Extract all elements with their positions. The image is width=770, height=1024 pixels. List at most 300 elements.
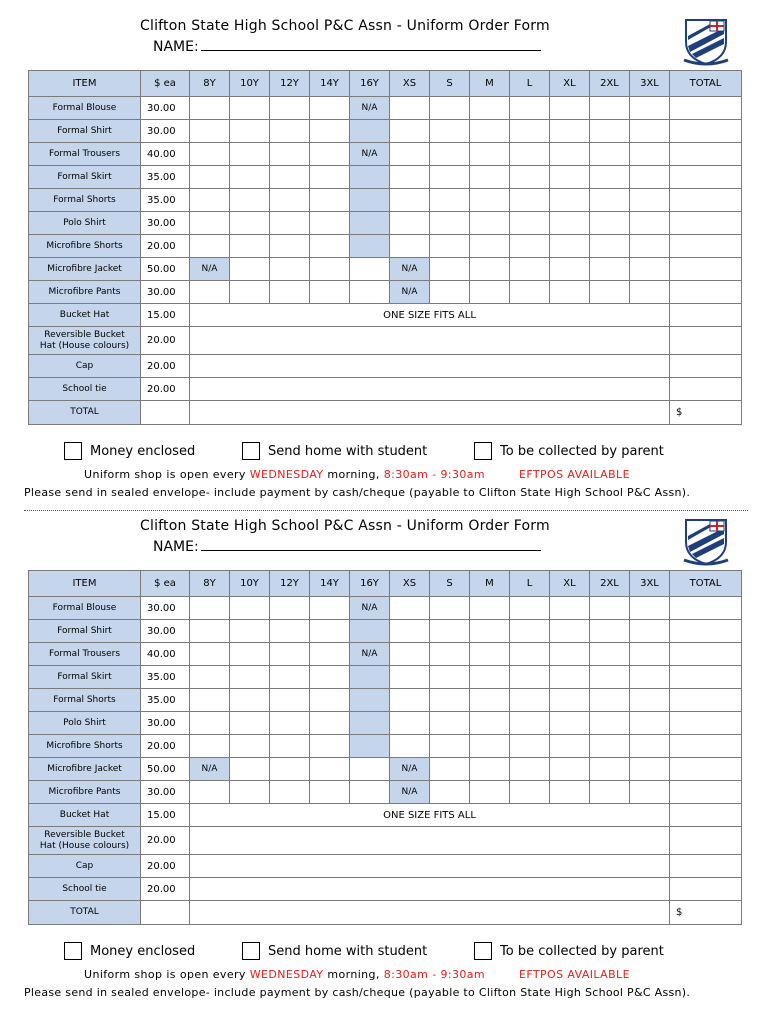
qty-cell[interactable] <box>350 212 390 235</box>
qty-cell[interactable] <box>270 166 310 189</box>
qty-cell[interactable] <box>430 712 470 735</box>
money-enclosed-checkbox[interactable] <box>64 442 195 460</box>
qty-cell[interactable] <box>550 258 590 281</box>
qty-cell[interactable] <box>230 620 270 643</box>
qty-cell[interactable] <box>190 666 230 689</box>
qty-cell[interactable] <box>230 97 270 120</box>
qty-cell[interactable] <box>190 235 230 258</box>
qty-cell[interactable] <box>350 235 390 258</box>
qty-cell[interactable] <box>270 620 310 643</box>
qty-cell[interactable] <box>270 666 310 689</box>
header-xl: XL <box>550 571 590 597</box>
qty-cell[interactable] <box>510 620 550 643</box>
table-row <box>29 143 742 166</box>
row-total-cell[interactable] <box>670 143 742 166</box>
qty-cell[interactable] <box>510 120 550 143</box>
row-total-cell[interactable] <box>670 235 742 258</box>
qty-cell[interactable] <box>630 620 670 643</box>
qty-cell[interactable] <box>310 189 350 212</box>
qty-cell[interactable] <box>310 620 350 643</box>
grand-total-cell[interactable]: $ <box>670 401 742 425</box>
qty-cell[interactable] <box>230 666 270 689</box>
row-total-cell[interactable] <box>670 597 742 620</box>
qty-cell[interactable] <box>590 712 630 735</box>
qty-cell[interactable] <box>510 758 550 781</box>
qty-cell[interactable] <box>190 97 230 120</box>
qty-cell[interactable] <box>190 620 230 643</box>
qty-cell[interactable] <box>190 281 230 304</box>
qty-cell[interactable] <box>590 166 630 189</box>
qty-cell[interactable] <box>630 235 670 258</box>
qty-cell[interactable] <box>270 212 310 235</box>
header-10y: 10Y <box>230 571 270 597</box>
qty-cell[interactable] <box>310 666 350 689</box>
item-cell: Microfibre Pants <box>29 281 141 304</box>
one-size-note[interactable]: ONE SIZE FITS ALL <box>190 304 670 327</box>
qty-cell[interactable] <box>390 189 430 212</box>
qty-cell[interactable] <box>590 212 630 235</box>
qty-cell[interactable] <box>190 878 670 901</box>
qty-cell[interactable] <box>310 166 350 189</box>
qty-cell[interactable] <box>470 666 510 689</box>
qty-cell[interactable] <box>470 712 510 735</box>
qty-cell[interactable] <box>270 281 310 304</box>
total-blank <box>141 901 190 925</box>
qty-cell[interactable] <box>430 212 470 235</box>
header-item: ITEM <box>29 71 141 97</box>
qty-cell[interactable] <box>430 620 470 643</box>
qty-cell[interactable] <box>350 120 390 143</box>
total-row <box>29 401 742 425</box>
qty-cell[interactable] <box>350 189 390 212</box>
qty-cell[interactable] <box>430 597 470 620</box>
qty-cell[interactable] <box>230 143 270 166</box>
qty-cell[interactable] <box>310 212 350 235</box>
checkbox-box[interactable] <box>64 442 82 460</box>
qty-cell[interactable] <box>310 281 350 304</box>
qty-cell[interactable] <box>630 97 670 120</box>
header-price: $ ea <box>141 71 190 97</box>
checkbox-box[interactable] <box>474 942 492 960</box>
price-cell: 30.00 <box>141 212 190 235</box>
header-14y: 14Y <box>310 71 350 97</box>
qty-cell[interactable] <box>630 666 670 689</box>
qty-cell[interactable] <box>270 189 310 212</box>
row-total-cell[interactable] <box>670 355 742 378</box>
total-blank <box>141 401 190 425</box>
qty-cell[interactable] <box>270 689 310 712</box>
header-item: ITEM <box>29 571 141 597</box>
qty-cell[interactable] <box>630 212 670 235</box>
grand-total-cell[interactable]: $ <box>670 901 742 925</box>
qty-cell[interactable] <box>390 620 430 643</box>
send-home-checkbox[interactable] <box>242 942 427 960</box>
qty-cell[interactable] <box>230 235 270 258</box>
qty-cell[interactable] <box>550 235 590 258</box>
qty-cell[interactable] <box>350 735 390 758</box>
item-cell: Cap <box>29 355 141 378</box>
qty-cell[interactable] <box>310 235 350 258</box>
qty-cell[interactable] <box>630 781 670 804</box>
qty-cell[interactable] <box>630 166 670 189</box>
qty-cell[interactable] <box>190 735 230 758</box>
qty-cell[interactable] <box>590 97 630 120</box>
table-row <box>29 643 742 666</box>
qty-cell[interactable] <box>470 643 510 666</box>
qty-cell[interactable] <box>270 120 310 143</box>
qty-cell[interactable] <box>310 712 350 735</box>
qty-cell[interactable] <box>510 235 550 258</box>
table-row <box>29 355 742 378</box>
qty-cell[interactable] <box>390 597 430 620</box>
form-title: Clifton State High School P&C Assn - Uniform Order Form <box>140 518 550 534</box>
qty-cell[interactable] <box>390 120 430 143</box>
item-cell: Formal Shorts <box>29 189 141 212</box>
shop-time: 8:30am - 9:30am <box>383 468 486 481</box>
qty-cell[interactable] <box>510 735 550 758</box>
qty-cell[interactable] <box>550 281 590 304</box>
qty-cell[interactable] <box>350 689 390 712</box>
qty-cell[interactable] <box>390 666 430 689</box>
qty-cell[interactable] <box>230 712 270 735</box>
qty-cell[interactable] <box>470 758 510 781</box>
qty-cell[interactable] <box>430 281 470 304</box>
row-total-cell[interactable] <box>670 804 742 827</box>
qty-cell[interactable] <box>470 212 510 235</box>
qty-cell[interactable] <box>630 689 670 712</box>
qty-cell[interactable] <box>430 643 470 666</box>
price-cell: 20.00 <box>141 878 190 901</box>
qty-cell[interactable] <box>230 758 270 781</box>
qty-cell[interactable] <box>550 620 590 643</box>
qty-cell[interactable] <box>590 143 630 166</box>
qty-cell[interactable] <box>230 781 270 804</box>
qty-cell[interactable] <box>430 781 470 804</box>
row-total-cell[interactable] <box>670 327 742 355</box>
qty-cell[interactable] <box>430 143 470 166</box>
qty-cell[interactable] <box>230 120 270 143</box>
qty-cell[interactable] <box>430 189 470 212</box>
qty-cell[interactable] <box>470 735 510 758</box>
qty-cell[interactable] <box>510 781 550 804</box>
qty-cell[interactable] <box>550 597 590 620</box>
qty-cell[interactable] <box>510 689 550 712</box>
qty-cell[interactable] <box>270 258 310 281</box>
money-enclosed-checkbox[interactable] <box>64 942 195 960</box>
qty-cell[interactable] <box>310 143 350 166</box>
qty-cell[interactable] <box>390 143 430 166</box>
qty-cell[interactable] <box>350 166 390 189</box>
item-line-1: Reversible Bucket <box>44 829 125 840</box>
collected-by-parent-checkbox[interactable] <box>474 942 664 960</box>
qty-cell[interactable] <box>470 97 510 120</box>
qty-cell[interactable] <box>310 689 350 712</box>
qty-cell[interactable] <box>590 620 630 643</box>
qty-cell[interactable] <box>390 735 430 758</box>
qty-cell[interactable] <box>550 712 590 735</box>
table-row <box>29 378 742 401</box>
qty-cell[interactable] <box>550 166 590 189</box>
qty-cell[interactable] <box>190 143 230 166</box>
school-crest-icon <box>680 516 732 566</box>
qty-cell[interactable] <box>350 281 390 304</box>
qty-cell[interactable] <box>190 327 670 355</box>
qty-cell[interactable] <box>590 735 630 758</box>
qty-cell[interactable] <box>270 781 310 804</box>
qty-cell[interactable] <box>510 143 550 166</box>
qty-cell[interactable] <box>630 643 670 666</box>
qty-cell[interactable] <box>470 281 510 304</box>
qty-cell[interactable] <box>590 643 630 666</box>
header-3xl: 3XL <box>630 571 670 597</box>
one-size-note[interactable]: ONE SIZE FITS ALL <box>190 804 670 827</box>
name-field[interactable] <box>153 538 541 555</box>
qty-cell[interactable] <box>270 758 310 781</box>
qty-cell[interactable] <box>190 120 230 143</box>
qty-cell[interactable] <box>350 712 390 735</box>
qty-cell[interactable] <box>590 689 630 712</box>
qty-cell[interactable] <box>430 120 470 143</box>
qty-cell[interactable] <box>310 758 350 781</box>
qty-cell[interactable] <box>590 189 630 212</box>
table-row <box>29 166 742 189</box>
checkbox-box[interactable] <box>242 942 260 960</box>
qty-cell[interactable] <box>230 597 270 620</box>
checkbox-box[interactable] <box>242 442 260 460</box>
row-total-cell[interactable] <box>670 620 742 643</box>
eftpos-note: EFTPOS AVAILABLE <box>519 968 630 981</box>
qty-cell[interactable] <box>230 281 270 304</box>
qty-cell[interactable] <box>510 189 550 212</box>
price-cell: 35.00 <box>141 189 190 212</box>
qty-cell[interactable] <box>470 189 510 212</box>
qty-cell[interactable] <box>630 258 670 281</box>
qty-cell[interactable] <box>190 781 230 804</box>
qty-cell[interactable] <box>510 597 550 620</box>
row-total-cell[interactable] <box>670 97 742 120</box>
school-crest-icon <box>680 16 732 66</box>
qty-cell[interactable] <box>510 281 550 304</box>
row-total-cell[interactable] <box>670 304 742 327</box>
header-xs: XS <box>390 71 430 97</box>
row-total-cell[interactable] <box>670 878 742 901</box>
qty-cell[interactable] <box>470 597 510 620</box>
qty-cell[interactable] <box>430 166 470 189</box>
qty-cell[interactable] <box>590 781 630 804</box>
qty-cell[interactable] <box>190 643 230 666</box>
row-total-cell[interactable] <box>670 378 742 401</box>
row-total-cell[interactable] <box>670 166 742 189</box>
qty-cell[interactable] <box>270 235 310 258</box>
qty-cell[interactable] <box>590 666 630 689</box>
qty-cell[interactable] <box>430 689 470 712</box>
table-row <box>29 212 742 235</box>
na-cell: N/A <box>390 781 430 804</box>
qty-cell[interactable] <box>230 258 270 281</box>
qty-cell[interactable] <box>390 212 430 235</box>
row-total-cell[interactable] <box>670 712 742 735</box>
row-total-cell[interactable] <box>670 258 742 281</box>
qty-cell[interactable] <box>390 643 430 666</box>
qty-cell[interactable] <box>230 735 270 758</box>
qty-cell[interactable] <box>550 666 590 689</box>
qty-cell[interactable] <box>470 781 510 804</box>
row-total-cell[interactable] <box>670 189 742 212</box>
qty-cell[interactable] <box>630 143 670 166</box>
item-cell: Microfibre Shorts <box>29 735 141 758</box>
qty-cell[interactable] <box>190 378 670 401</box>
qty-cell[interactable] <box>390 166 430 189</box>
qty-cell[interactable] <box>230 166 270 189</box>
qty-cell[interactable] <box>350 666 390 689</box>
item-cell: Microfibre Shorts <box>29 235 141 258</box>
qty-cell[interactable] <box>430 235 470 258</box>
price-cell: 30.00 <box>141 120 190 143</box>
checkbox-box[interactable] <box>64 942 82 960</box>
qty-cell[interactable] <box>630 712 670 735</box>
qty-cell[interactable] <box>470 689 510 712</box>
row-total-cell[interactable] <box>670 781 742 804</box>
order-table <box>28 70 742 425</box>
order-table <box>28 570 742 925</box>
name-field[interactable] <box>153 38 541 55</box>
qty-cell[interactable] <box>510 666 550 689</box>
qty-cell[interactable] <box>550 189 590 212</box>
qty-cell[interactable] <box>550 781 590 804</box>
qty-cell[interactable] <box>510 166 550 189</box>
qty-cell[interactable] <box>470 258 510 281</box>
send-home-checkbox[interactable] <box>242 442 427 460</box>
qty-cell[interactable] <box>630 735 670 758</box>
qty-cell[interactable] <box>310 597 350 620</box>
qty-cell[interactable] <box>510 258 550 281</box>
row-total-cell[interactable] <box>670 735 742 758</box>
item-cell: Polo Shirt <box>29 712 141 735</box>
qty-cell[interactable] <box>590 281 630 304</box>
qty-cell[interactable] <box>310 781 350 804</box>
row-total-cell[interactable] <box>670 643 742 666</box>
qty-cell[interactable] <box>590 597 630 620</box>
qty-cell[interactable] <box>270 712 310 735</box>
qty-cell[interactable] <box>390 712 430 735</box>
qty-cell[interactable] <box>190 855 670 878</box>
qty-cell[interactable] <box>550 120 590 143</box>
row-total-cell[interactable] <box>670 120 742 143</box>
checkbox-box[interactable] <box>474 442 492 460</box>
qty-cell[interactable] <box>310 120 350 143</box>
row-total-cell[interactable] <box>670 212 742 235</box>
qty-cell[interactable] <box>430 258 470 281</box>
qty-cell[interactable] <box>630 597 670 620</box>
qty-cell[interactable] <box>190 827 670 855</box>
qty-cell[interactable] <box>550 735 590 758</box>
qty-cell[interactable] <box>390 689 430 712</box>
qty-cell[interactable] <box>270 97 310 120</box>
qty-cell[interactable] <box>350 258 390 281</box>
row-total-cell[interactable] <box>670 689 742 712</box>
qty-cell[interactable] <box>550 143 590 166</box>
qty-cell[interactable] <box>630 189 670 212</box>
item-line-2: Hat (House colours) <box>39 840 130 851</box>
qty-cell[interactable] <box>550 643 590 666</box>
table-row <box>29 689 742 712</box>
qty-cell[interactable] <box>190 689 230 712</box>
shop-pre: Uniform shop is open every <box>84 468 250 481</box>
qty-cell[interactable] <box>270 735 310 758</box>
qty-cell[interactable] <box>470 120 510 143</box>
qty-cell[interactable] <box>190 212 230 235</box>
qty-cell[interactable] <box>390 235 430 258</box>
qty-cell[interactable] <box>430 758 470 781</box>
qty-cell[interactable] <box>550 758 590 781</box>
qty-cell[interactable] <box>590 120 630 143</box>
price-cell: 35.00 <box>141 689 190 712</box>
row-total-cell[interactable] <box>670 758 742 781</box>
qty-cell[interactable] <box>310 97 350 120</box>
row-total-cell[interactable] <box>670 666 742 689</box>
qty-cell[interactable] <box>590 758 630 781</box>
qty-cell[interactable] <box>310 735 350 758</box>
row-total-cell[interactable] <box>670 827 742 855</box>
qty-cell[interactable] <box>470 143 510 166</box>
qty-cell[interactable] <box>550 97 590 120</box>
qty-cell[interactable] <box>510 212 550 235</box>
shop-day: WEDNESDAY <box>249 968 324 981</box>
qty-cell[interactable] <box>430 666 470 689</box>
qty-cell[interactable] <box>270 143 310 166</box>
row-total-cell[interactable] <box>670 281 742 304</box>
qty-cell[interactable] <box>190 712 230 735</box>
qty-cell[interactable] <box>430 735 470 758</box>
qty-cell[interactable] <box>190 189 230 212</box>
qty-cell[interactable] <box>190 597 230 620</box>
qty-cell[interactable] <box>230 643 270 666</box>
qty-cell[interactable] <box>510 97 550 120</box>
qty-cell[interactable] <box>630 281 670 304</box>
checkbox-label: To be collected by parent <box>500 943 664 959</box>
collected-by-parent-checkbox[interactable] <box>474 442 664 460</box>
qty-cell[interactable] <box>190 355 670 378</box>
qty-cell[interactable] <box>470 166 510 189</box>
qty-cell[interactable] <box>270 643 310 666</box>
qty-cell[interactable] <box>310 643 350 666</box>
qty-cell[interactable] <box>510 712 550 735</box>
qty-cell[interactable] <box>350 781 390 804</box>
qty-cell[interactable] <box>630 120 670 143</box>
qty-cell[interactable] <box>590 235 630 258</box>
qty-cell[interactable] <box>350 758 390 781</box>
qty-cell[interactable] <box>550 212 590 235</box>
qty-cell[interactable] <box>190 166 230 189</box>
qty-cell[interactable] <box>470 620 510 643</box>
qty-cell[interactable] <box>430 97 470 120</box>
qty-cell[interactable] <box>230 689 270 712</box>
total-span <box>190 401 670 425</box>
qty-cell[interactable] <box>270 597 310 620</box>
qty-cell[interactable] <box>630 758 670 781</box>
qty-cell[interactable] <box>590 258 630 281</box>
qty-cell[interactable] <box>510 643 550 666</box>
row-total-cell[interactable] <box>670 855 742 878</box>
qty-cell[interactable] <box>310 258 350 281</box>
qty-cell[interactable] <box>230 189 270 212</box>
qty-cell[interactable] <box>550 689 590 712</box>
qty-cell[interactable] <box>470 235 510 258</box>
header-l: L <box>510 71 550 97</box>
qty-cell[interactable] <box>350 620 390 643</box>
qty-cell[interactable] <box>390 97 430 120</box>
qty-cell[interactable] <box>230 212 270 235</box>
